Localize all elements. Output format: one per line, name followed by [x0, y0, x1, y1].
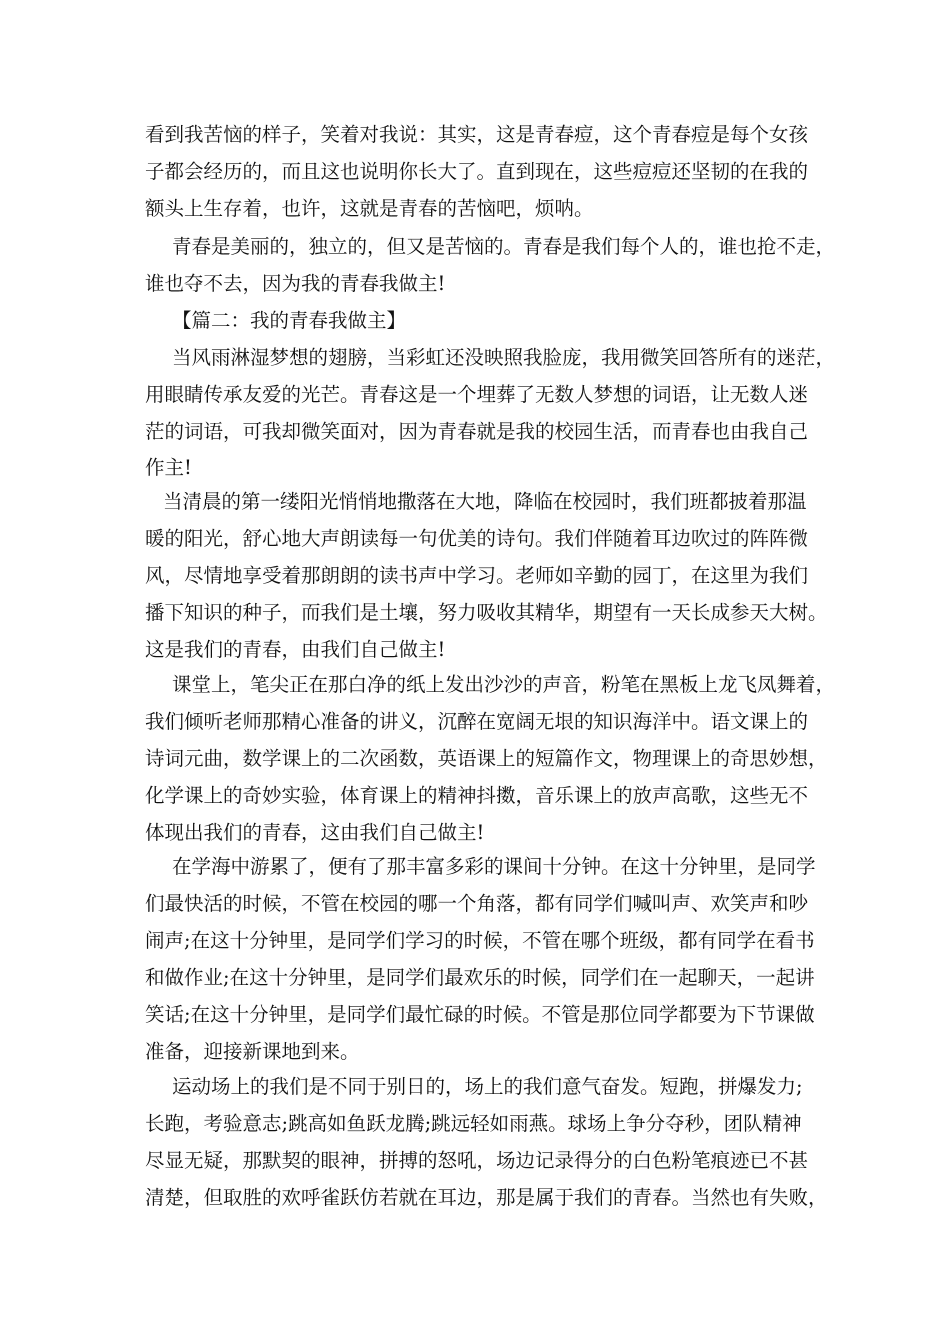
text-line: 播下知识的种子，而我们是土壤，努力吸收其精华，期望有一天长成参天大树。 [145, 601, 828, 624]
text-line: 看到我苦恼的样子，笑着对我说：其实，这是青春痘，这个青春痘是每个女孩 [145, 123, 809, 146]
text-line: 长跑，考验意志;跳高如鱼跃龙腾;跳远轻如雨燕。球场上争分夺秒，团队精神 [145, 1112, 802, 1135]
text-line: 尽显无疑，那默契的眼神，拼搏的怒吼，场边记录得分的白色粉笔痕迹已不甚 [145, 1149, 809, 1172]
text-line: 课堂上，笔尖正在那白净的纸上发出沙沙的声音，粉笔在黑板上龙飞凤舞着， [172, 673, 836, 696]
text-line: 这是我们的青春，由我们自己做主! [145, 638, 446, 661]
text-line: 当风雨淋湿梦想的翅膀，当彩虹还没映照我脸庞，我用微笑回答所有的迷茫， [172, 346, 836, 369]
text-line: 化学课上的奇妙实验，体育课上的精神抖擞，音乐课上的放声高歌，这些无不 [145, 784, 809, 807]
text-line: 清楚，但取胜的欢呼雀跃仿若就在耳边，那是属于我们的青春。当然也有失败， [145, 1186, 828, 1209]
text-line: 茫的词语，可我却微笑面对，因为青春就是我的校园生活，而青春也由我自己 [145, 420, 809, 443]
text-line: 暖的阳光，舒心地大声朗读每一句优美的诗句。我们伴随着耳边吹过的阵阵微 [145, 527, 809, 550]
section-heading: 【篇二：我的青春我做主】 [172, 309, 407, 332]
text-line: 用眼睛传承友爱的光芒。青春这是一个埋葬了无数人梦想的词语，让无数人迷 [145, 383, 809, 406]
text-line: 们最快活的时候，不管在校园的哪一个角落，都有同学们喊叫声、欢笑声和吵 [145, 892, 809, 915]
text-line: 谁也夺不去，因为我的青春我做主! [145, 272, 446, 295]
text-line: 子都会经历的，而且这也说明你长大了。直到现在，这些痘痘还坚韧的在我的 [145, 160, 809, 183]
text-line: 诗词元曲，数学课上的二次函数，英语课上的短篇作文，物理课上的奇思妙想， [145, 747, 828, 770]
text-line: 和做作业;在这十分钟里，是同学们最欢乐的时候，同学们在一起聊天，一起讲 [145, 966, 815, 989]
text-line: 运动场上的我们是不同于别日的，场上的我们意气奋发。短跑，拼爆发力; [172, 1075, 803, 1098]
text-line: 作主! [145, 456, 192, 479]
text-line: 体现出我们的青春，这由我们自己做主! [145, 821, 485, 844]
text-line: 当清晨的第一缕阳光悄悄地撒落在大地，降临在校园时，我们班都披着那温 [163, 490, 807, 513]
text-line: 我们倾听老师那精心准备的讲义，沉醉在宽阔无垠的知识海洋中。语文课上的 [145, 710, 809, 733]
text-line: 笑话;在这十分钟里，是同学们最忙碌的时候。不管是那位同学都要为下节课做 [145, 1003, 815, 1026]
text-line: 在学海中游累了，便有了那丰富多彩的课间十分钟。在这十分钟里，是同学 [172, 855, 816, 878]
text-line: 青春是美丽的，独立的，但又是苦恼的。青春是我们每个人的，谁也抢不走， [172, 235, 836, 258]
text-line: 风，尽情地享受着那朗朗的读书声中学习。老师如辛勤的园丁，在这里为我们 [145, 564, 809, 587]
text-line: 额头上生存着，也许，这就是青春的苦恼吧，烦呐。 [145, 197, 594, 220]
text-line: 闹声;在这十分钟里，是同学们学习的时候，不管在哪个班级，都有同学在看书 [145, 929, 815, 952]
text-line: 准备，迎接新课地到来。 [145, 1040, 360, 1063]
